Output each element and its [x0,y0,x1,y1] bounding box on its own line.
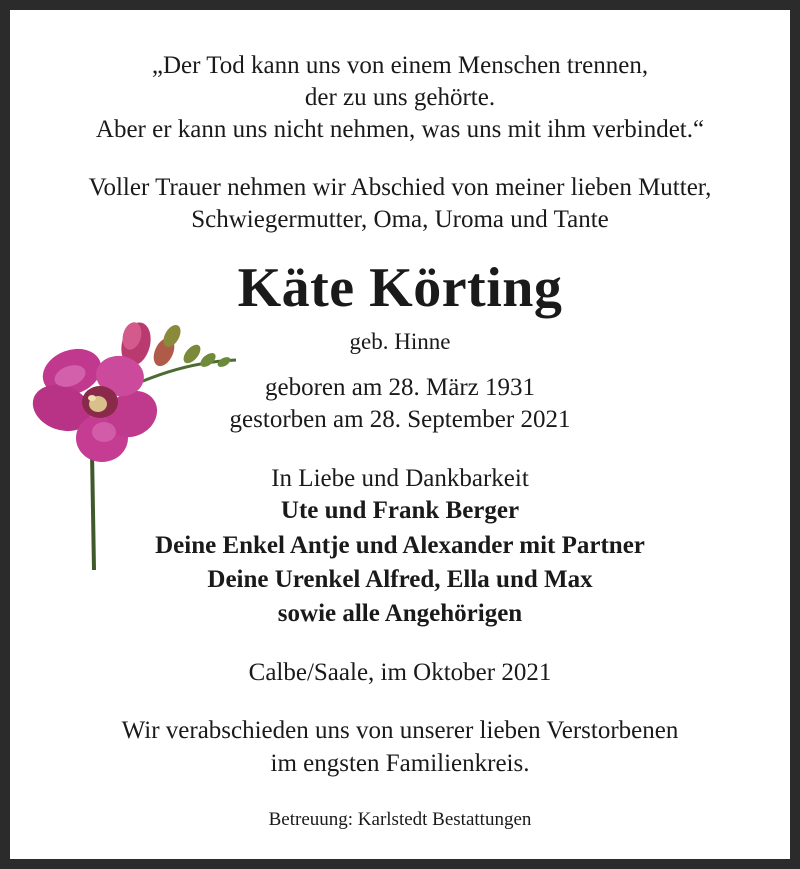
death-date: gestorben am 28. September 2021 [229,406,571,433]
quote-line-1: „Der Tod kann uns von einem Menschen trennen, [151,52,649,79]
mourner-line: Ute und Frank Berger [280,497,520,524]
mourners-intro: In Liebe und Dankbarkeit [271,465,529,492]
quote-line-3: Aber er kann uns nicht nehmen, was uns mit ihm verbindet.“ [95,116,705,143]
freesia-flower-icon [24,302,254,582]
intro-line-2: Schwiegermutter, Oma, Uroma und Tante [191,206,609,233]
farewell-line-2: im engsten Familienkreis. [270,750,530,777]
farewell-line-1: Wir verabschieden uns von unserer lieben Verstorbenen [121,717,679,744]
undertaker-credit: Betreuung: Karlstedt Bestattungen [268,809,532,830]
birth-name: geb. Hinne [349,329,451,354]
mourner-line: sowie alle Angehörigen [277,600,523,627]
mourner-line: Deine Urenkel Alfred, Ella und Max [207,566,593,593]
quote-line-2: der zu uns gehörte. [304,84,496,111]
mourner-line: Deine Enkel Antje und Alexander mit Partner [155,532,645,559]
place-date: Calbe/Saale, im Oktober 2021 [248,659,552,686]
deceased-name: Käte Körting [237,257,563,319]
intro-line-1: Voller Trauer nehmen wir Abschied von meiner lieben Mutter, [88,174,712,201]
birth-date: geboren am 28. März 1931 [264,374,536,401]
